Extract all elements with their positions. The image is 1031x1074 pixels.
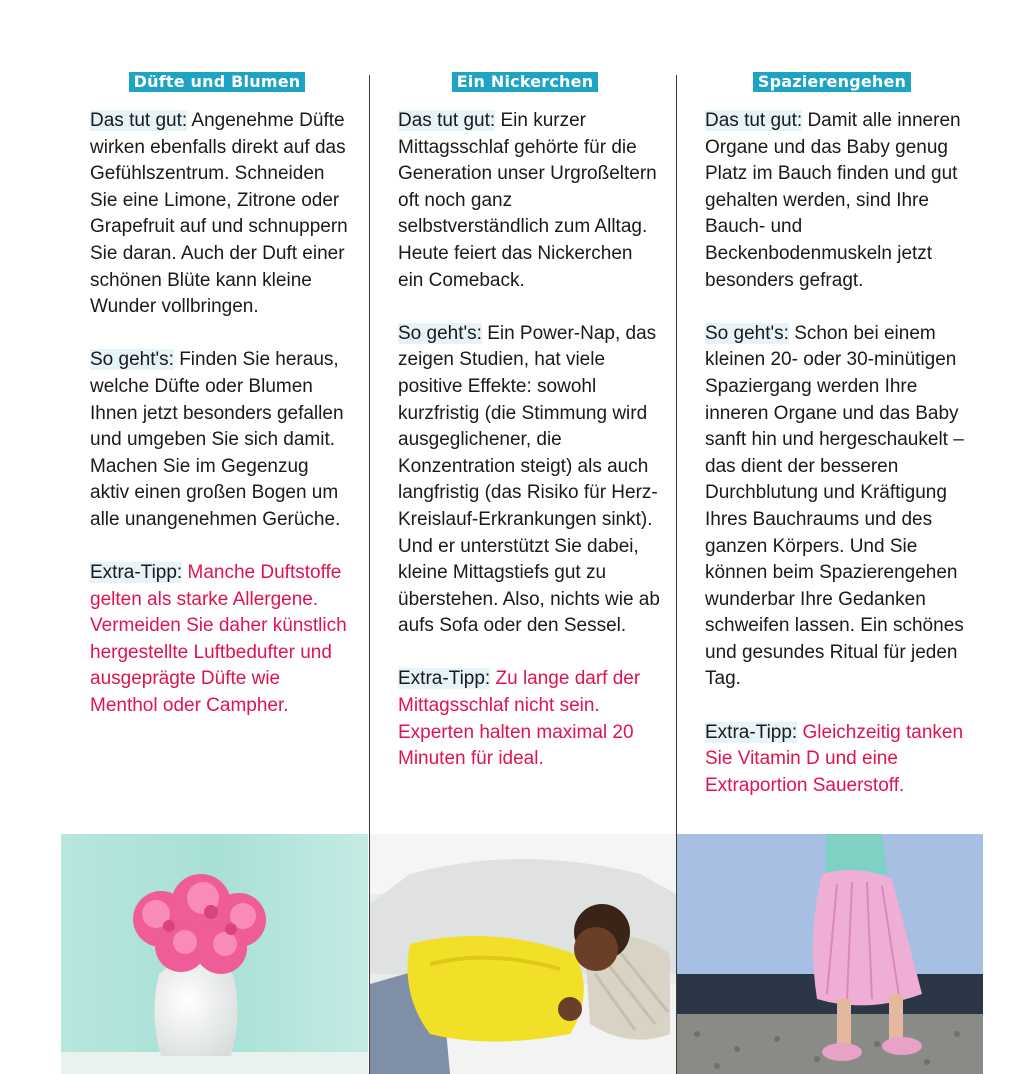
section-heading: Düfte und Blumen (129, 72, 306, 92)
column-nap (398, 72, 660, 799)
howto-label: So geht's: (90, 349, 174, 371)
howto-paragraph (398, 321, 660, 640)
howto-label: So geht's: (398, 322, 482, 344)
intro-paragraph (90, 108, 352, 321)
intro-text: Angenehme Düfte wirken ebenfalls direkt auf das Gefühlszentrum. Schneiden Sie eine Limone, Zitrone oder Grapefruit auf und schnuppern Sie daran. Auch der Duft einer schönen Blüte kann kleine Wunder vollbringen. (90, 110, 348, 318)
howto-paragraph (705, 321, 967, 693)
intro-label: Das tut gut: (705, 110, 803, 131)
tip-text: Gleichzeitig tanken Sie Vitamin D und eine Extraportion Sauerstoff. (705, 721, 964, 796)
tip-label: Extra-Tipp: (705, 721, 798, 743)
howto-label: So geht's: (705, 322, 789, 344)
howto-text: Finden Sie heraus, welche Düfte oder Blumen Ihnen jetzt besonders gefallen und umgeben Sie sich damit. Machen Sie im Gegenzug aktiv einen großen Bogen um alle unangenehmen Gerüche. (90, 349, 344, 530)
intro-text: Damit alle inneren Organe und das Baby genug Platz im Bauch finden und gut gehalten werden, sind Ihre Bauch- und Beckenbodenmuskeln jetzt besonders gefragt. (705, 110, 961, 291)
intro-label: Das tut gut: (398, 110, 496, 131)
intro-paragraph (705, 108, 967, 294)
tip-label: Extra-Tipp: (398, 668, 491, 690)
tip-paragraph (90, 560, 352, 720)
tip-paragraph (705, 720, 967, 800)
column-walking (705, 72, 967, 826)
howto-paragraph (90, 347, 352, 533)
tip-text: Zu lange darf der Mittagsschlaf nicht sein. Experten halten maximal 20 Minuten für ideal. (398, 668, 641, 770)
intro-paragraph (398, 108, 660, 294)
tip-text: Manche Duftstoffe gelten als starke Allergene. Vermeiden Sie daher künstlich hergestellte Luftbedufter und ausgeprägte Düfte wie Menthol oder Campher. (90, 562, 347, 717)
section-heading: Ein Nickerchen (452, 72, 599, 92)
section-heading: Spazierengehen (753, 72, 911, 92)
howto-text: Schon bei einem kleinen 20- oder 30-minütigen Spaziergang werden Ihre inneren Organe und das Baby sanft hin und hergeschaukelt – das dient der besseren Durchblutung und Kräftigung Ihres Bauchraums und des ganzen Körpers. Und Sie können beim Spazierengehen wunderbar Ihre Gedanken schweifen lassen. Ein schönes und gesundes Ritual für jeden Tag. (705, 322, 964, 690)
column-fragrances (90, 72, 352, 746)
peony-vase-photo (61, 834, 368, 1074)
howto-text: Ein Power-Nap, das zeigen Studien, hat viele positive Effekte: sowohl kurzfristig (die Stimmung wird ausgeglichener, die Konzentration steigt) als auch langfristig (das Risiko für Herz-Kreislauf-Erkrankungen sinkt). Und er unterstützt Sie dabei, kleine Mittagstiefs gut zu überstehen. Also, nichts wie ab aufs Sofa oder den Sessel. (398, 322, 660, 637)
tip-label: Extra-Tipp: (90, 562, 183, 584)
intro-label: Das tut gut: (90, 110, 188, 131)
tip-paragraph (398, 666, 660, 772)
napping-woman-photo (370, 834, 676, 1074)
walking-woman-photo (677, 834, 983, 1074)
intro-text: Ein kurzer Mittagsschlaf gehörte für die Generation unser Urgroßeltern oft noch ganz selbstverständlich zum Alltag. Heute feiert das Nickerchen ein Comeback. (398, 110, 657, 291)
